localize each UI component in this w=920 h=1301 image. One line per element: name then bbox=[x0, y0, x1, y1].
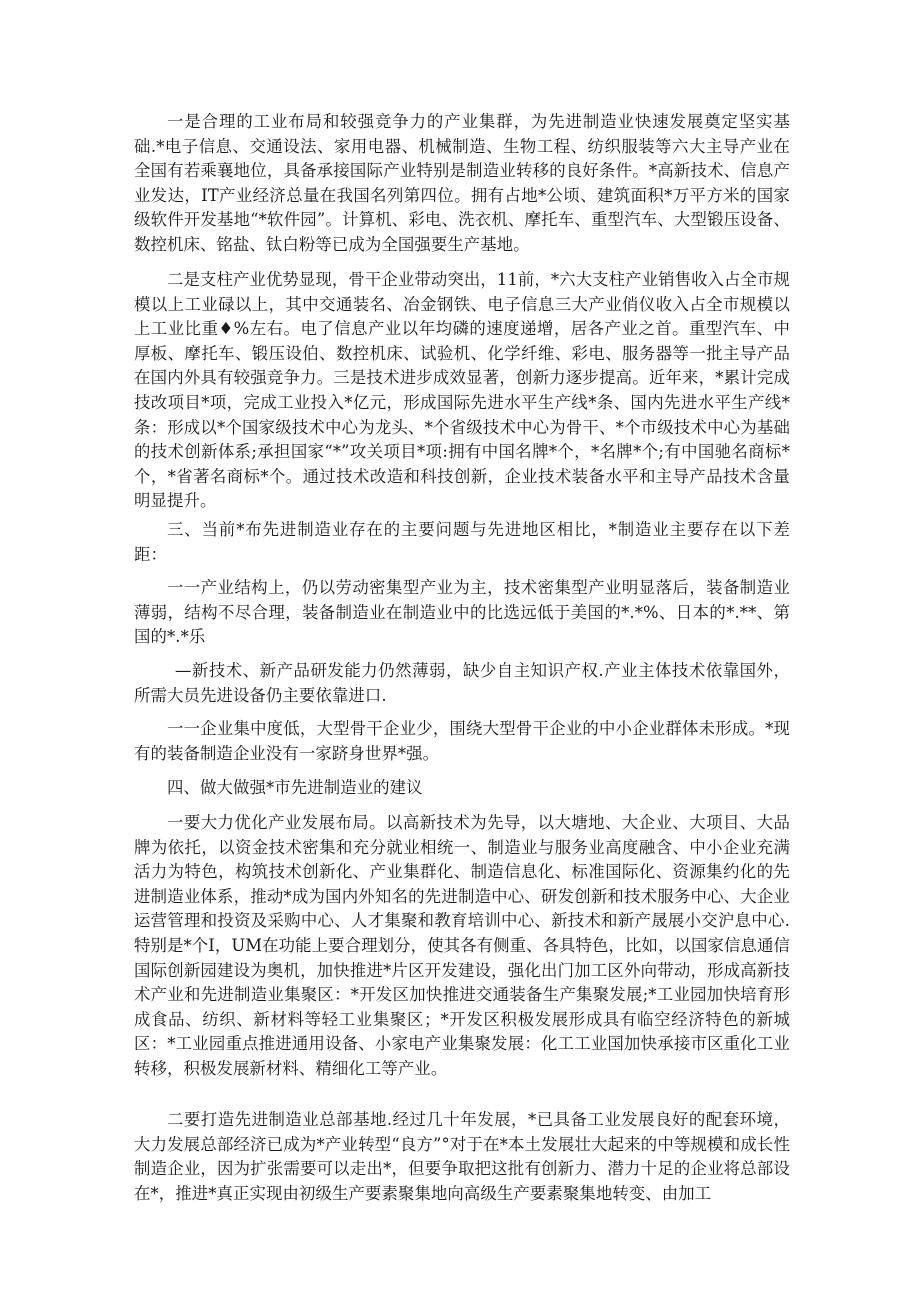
paragraph-enterprise-concentration: 一一企业集中度低，大型骨干企业少，围绕大型骨干企业的中小企业群体未形成。*现有的装备制造企业没有一家跻身世界*强。 bbox=[134, 719, 790, 763]
section-heading-suggestions: 四、做大做强*市先进制造业的建议 bbox=[167, 778, 423, 797]
section-heading-problems: 三、当前*布先进制造业存在的主要问题与先进地区相比，*制造业主要存在以下差距： bbox=[134, 520, 790, 564]
paragraph-industry-structure: 一一产业结构上，仍以劳动密集型产业为主，技术密集型产业明显落后，装备制造业薄弱，结构不尽合理，装备制造业在制造业中的比选远低于美国的*.*%、日本的*.**、第国的*.*乐 bbox=[134, 578, 790, 647]
paragraph-optimize-layout: 一要大力优化产业发展布局。以高新技术为先导，以大塘地、大企业、大项目、大品牌为依托，以资金技术密集和充分就业相统一、制造业与服务业高度融含、中小企业充满活力为特色，构筑技术创新化、产业集群化、制造信息化、标准国际化、资源集约化的先进制造业体系，推动*成为国内外知名的先进制造中心、研发创新和技术服务中心、大企业运营管理和投资及采购中心、人才集聚和教育培训中心、新技术和新产晟展小交沪息中心.特别是*个I，UM在功能上要合理划分，使其各有侧重、各具特色，比如，以国家信息通信国际创新园建设为奥机，加快推进*片区开发建设，强化出门加工区外向带动，形成高新技术产业和先进制造业集聚区：*开发区加快推进交通装备生产集聚发展;*工业园加快培育形成食品、纺织、新材料等轻工业集聚区；*开发区积极发展形成具有临空经济特色的新城区：*工业园重点推进通用设备、小家电产业集聚发展：化工工业国加快承接市区重化工业转移，积极发展新材料、精细化工等产业。 bbox=[134, 813, 790, 1078]
paragraph-rd-capability: —新技术、新产品研发能力仍然薄弱，缺少自主知识产权.产业主体技术依靠国外，所需大员先进设备仍主要依靠进口. bbox=[134, 661, 790, 705]
paragraph-industrial-layout: 一是合理的工业布局和较强竞争力的产业集群，为先进制造业快速发展奠定坚实基础.*电子信息、交通设法、家用电器、机械制造、生物工程、纺织服装等六大主导产业在全国有若乘襄地位，具备承接国际产业特别是制造业转移的良好条件。*高新技术、信息产业发达，IT产业经济总量在我国名列第四位。拥有占地*公顷、建筑面积*万平方米的国家级软件开发基地“*软件园”。计算机、彩电、洗衣机、摩托车、重型汽车、大型锻压设备、数控机床、铭盐、钛白粉等已成为全国强要生产基地。 bbox=[134, 112, 790, 254]
paragraph-headquarters-base: 二要打造先进制造业总部基地.经过几十年发展，*已具备工业发展良好的配套环境，大力发展总部经济已成为*产业转型“良方”°对于在*本土发展壮大起来的中等规模和成长性制造企业，因为扩张需要可以走出*，但要争取把这批有创新力、潜力十足的企业将总部设在*，推进*真正实现由初级生产要素聚集地向高级生产要素聚集地转变、由加工 bbox=[134, 1110, 790, 1203]
paragraph-pillar-industries: 二是支柱产业优势显现，骨干企业带动突出，11前，*六大支柱产业销售收入占全市规模以上工业碌以上，其中交通装名、冶金钢铁、电子信息三大产业俏仪收入占全市规模以上工业比重♦%左右。电了信息产业以年均磷的速度递增，居各产业之首。重型汽车、中厚板、摩托车、锻压设伯、数控机床、试验机、化学纤维、彩电、服务器等一批主导产品在国内外具有较强竞争力。三是技术进步成效显著，创新力逐步提高。近年来，*累计完成技改项目*项，完成工业投入*亿元，形成国际先进水平生产线*条、国内先进水平生产线*条：形成以*个国家级技术中心为龙头、*个省级技术中心为骨干、*个市级技术中心为基础的技术创新体系;承担国家“*”攻关项目*项:拥有中国名牌*个，*名牌*个;有中国驰名商标*个，*省著名商标*个。通过技术改造和科技创新，企业技术装备水平和主导产品技术含量明显提升。 bbox=[134, 270, 791, 511]
